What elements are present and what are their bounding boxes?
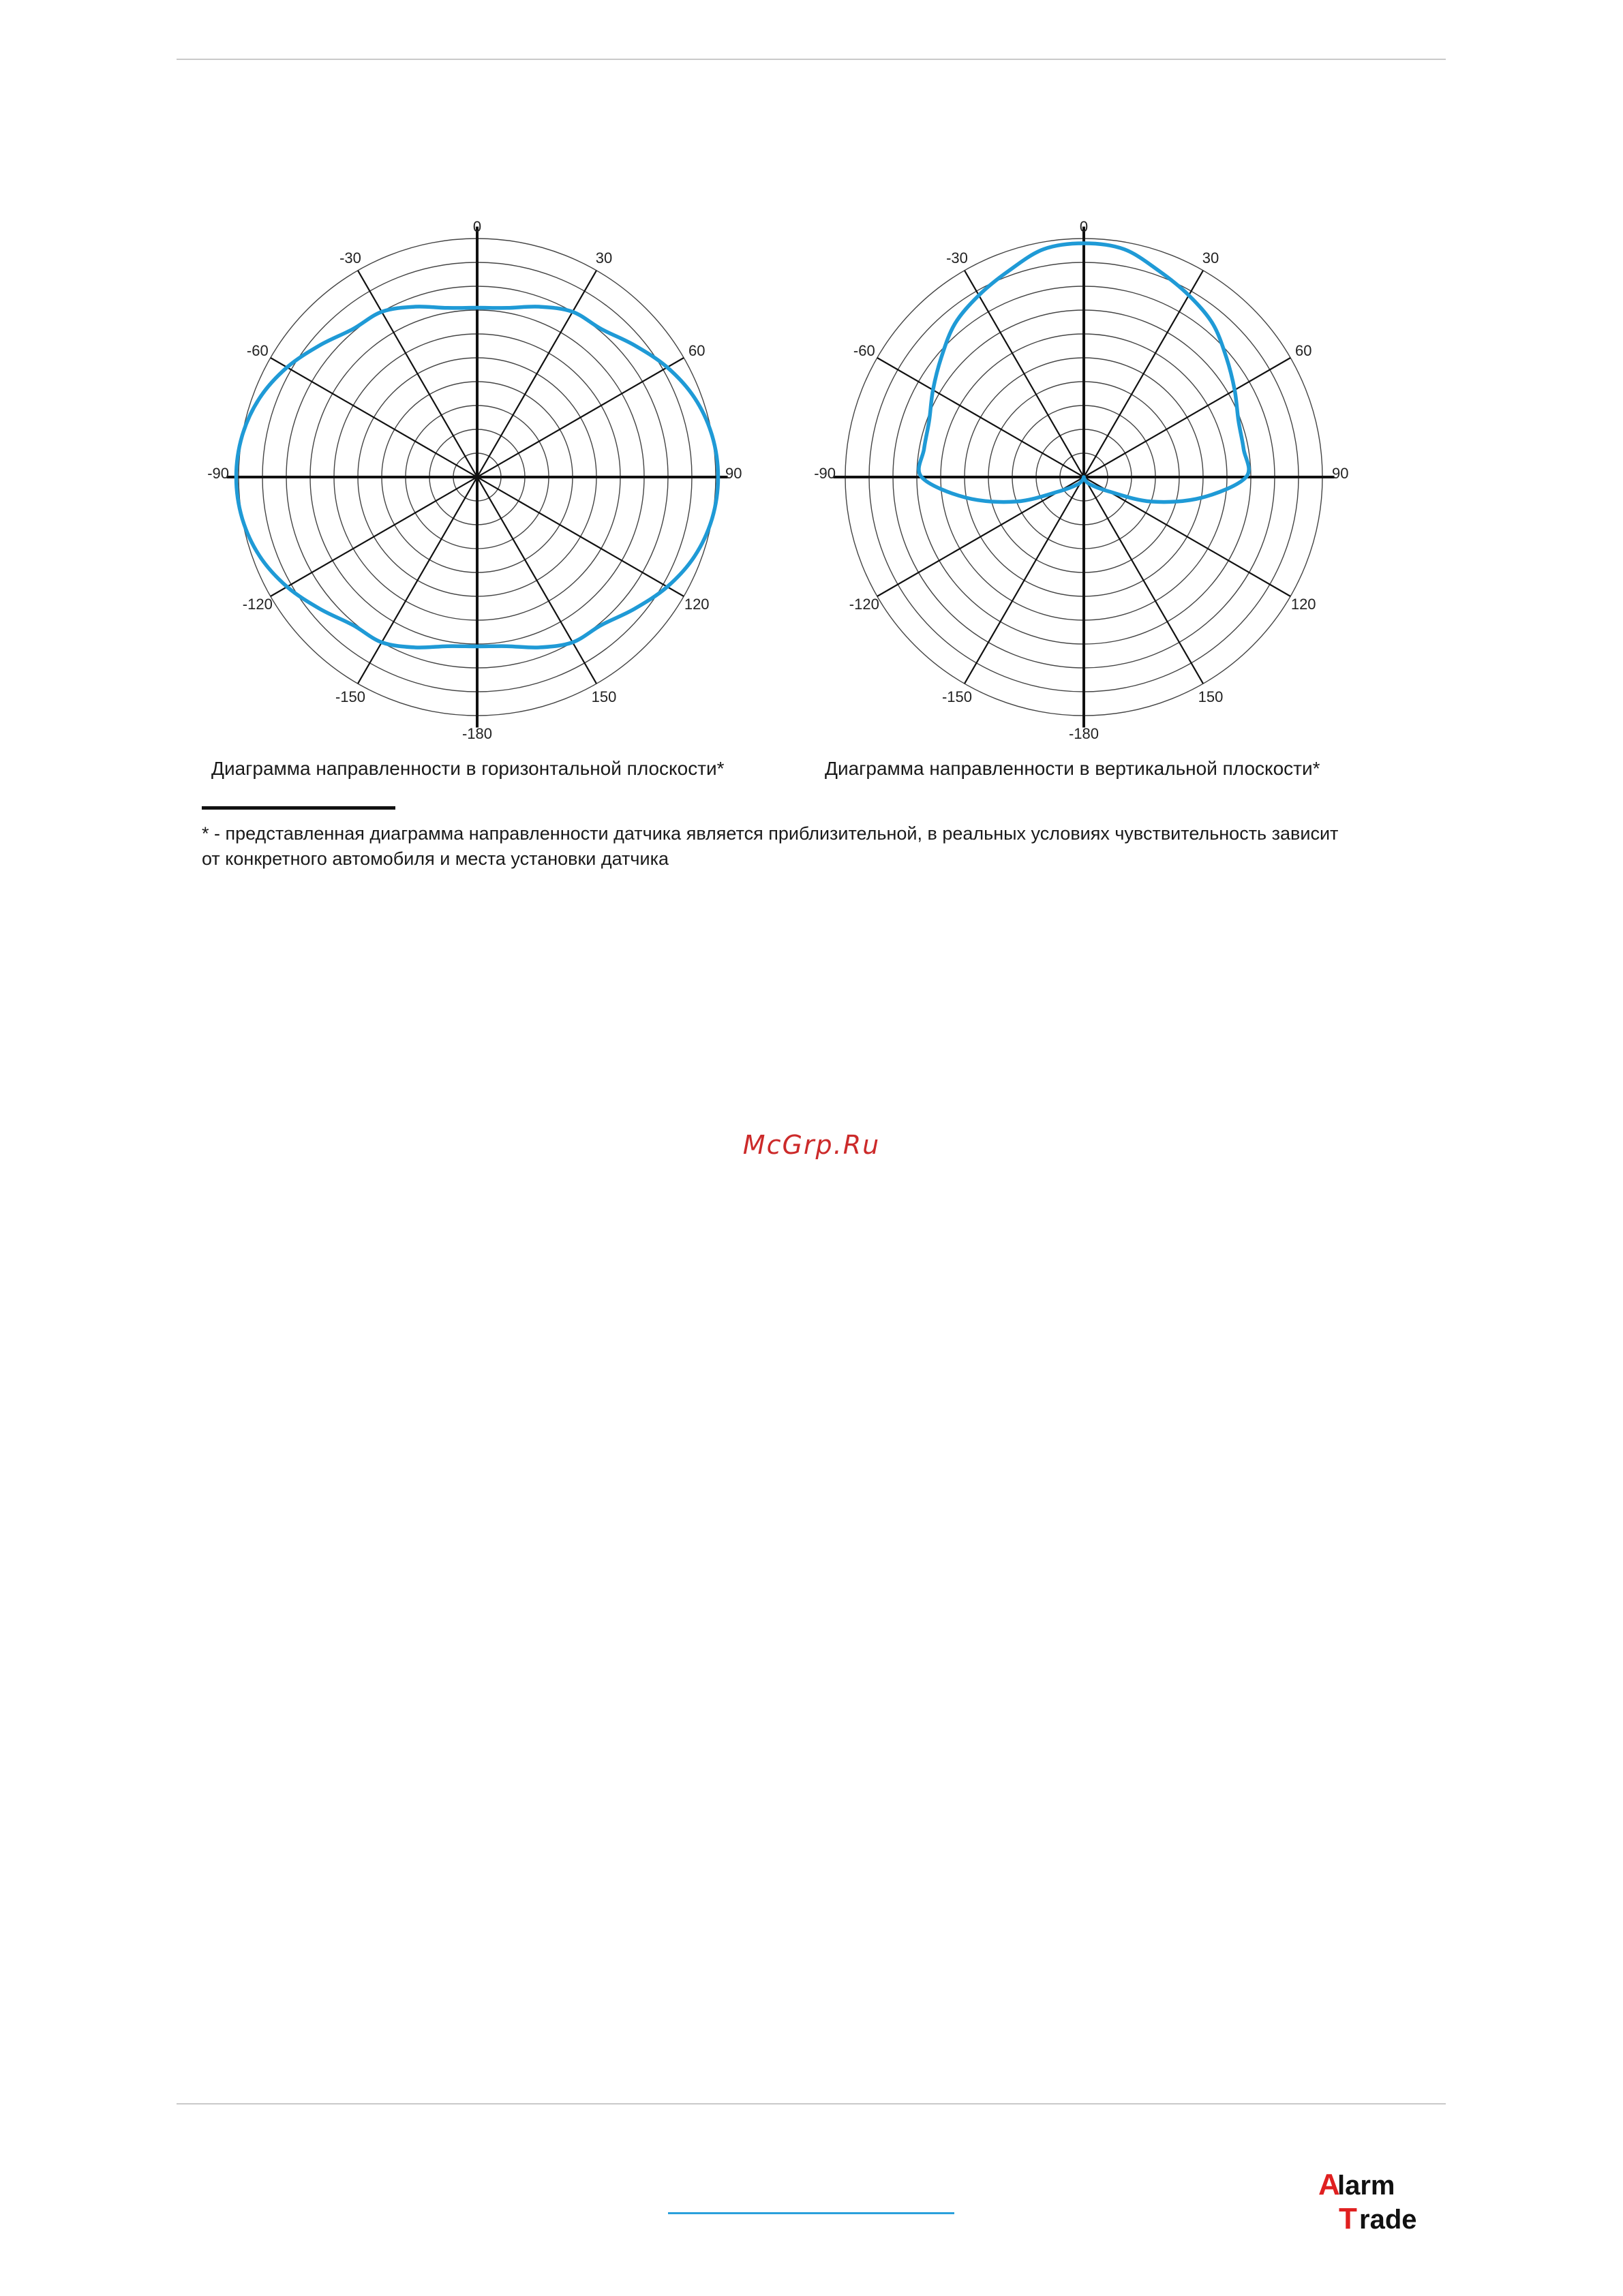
angle-label: -150: [335, 688, 366, 706]
angle-label: 150: [1198, 688, 1224, 706]
angle-label: -90: [207, 465, 229, 482]
angle-label: -30: [946, 249, 968, 266]
footer-link[interactable]: [668, 2212, 954, 2214]
angle-label: 150: [591, 688, 617, 706]
angle-label: 60: [688, 342, 706, 359]
angle-label: 120: [684, 596, 710, 613]
logo-initial-t: T: [1339, 2202, 1357, 2234]
logo-word-trade: rade: [1359, 2205, 1417, 2234]
caption-vertical: Диаграмма направленности в вертикальной плоскости*: [825, 758, 1320, 779]
angle-label: 60: [1294, 342, 1312, 359]
angle-label: -90: [814, 465, 836, 482]
alarm-trade-logo: [1314, 2166, 1447, 2234]
footnote-line-1: * - представленная диаграмма направленности датчика является приблизительной, в реальных условиях чувствительность зависит: [202, 823, 1339, 844]
angle-label: 120: [1290, 596, 1316, 613]
caption-horizontal: Диаграмма направленности в горизонтальной плоскости*: [211, 758, 725, 779]
angle-label: 30: [595, 249, 613, 266]
polar-chart-horizontal: [184, 211, 770, 763]
angle-label: -150: [941, 688, 973, 706]
angle-label: 90: [725, 465, 742, 482]
angle-label: -180: [461, 725, 493, 742]
top-divider: [177, 59, 1446, 60]
bottom-divider: [177, 2103, 1446, 2104]
angle-label: -180: [1068, 725, 1099, 742]
footnote-line-2: от конкретного автомобиля и места установки датчика: [202, 848, 669, 869]
angle-label: -120: [242, 596, 273, 613]
watermark: McGrp.Ru: [742, 1130, 881, 1160]
angle-label: 0: [472, 218, 482, 235]
angle-label: -60: [853, 342, 875, 359]
logo-initial-a: A: [1318, 2168, 1340, 2201]
polar-chart-vertical: [791, 211, 1377, 763]
angle-label: 0: [1079, 218, 1089, 235]
angle-label: 90: [1332, 465, 1349, 482]
logo-word-alarm: larm: [1337, 2171, 1395, 2201]
angle-label: -30: [339, 249, 361, 266]
angle-label: -120: [849, 596, 879, 613]
angle-label: 30: [1202, 249, 1219, 266]
footnote-separator: [202, 806, 395, 810]
angle-label: -60: [246, 342, 269, 359]
